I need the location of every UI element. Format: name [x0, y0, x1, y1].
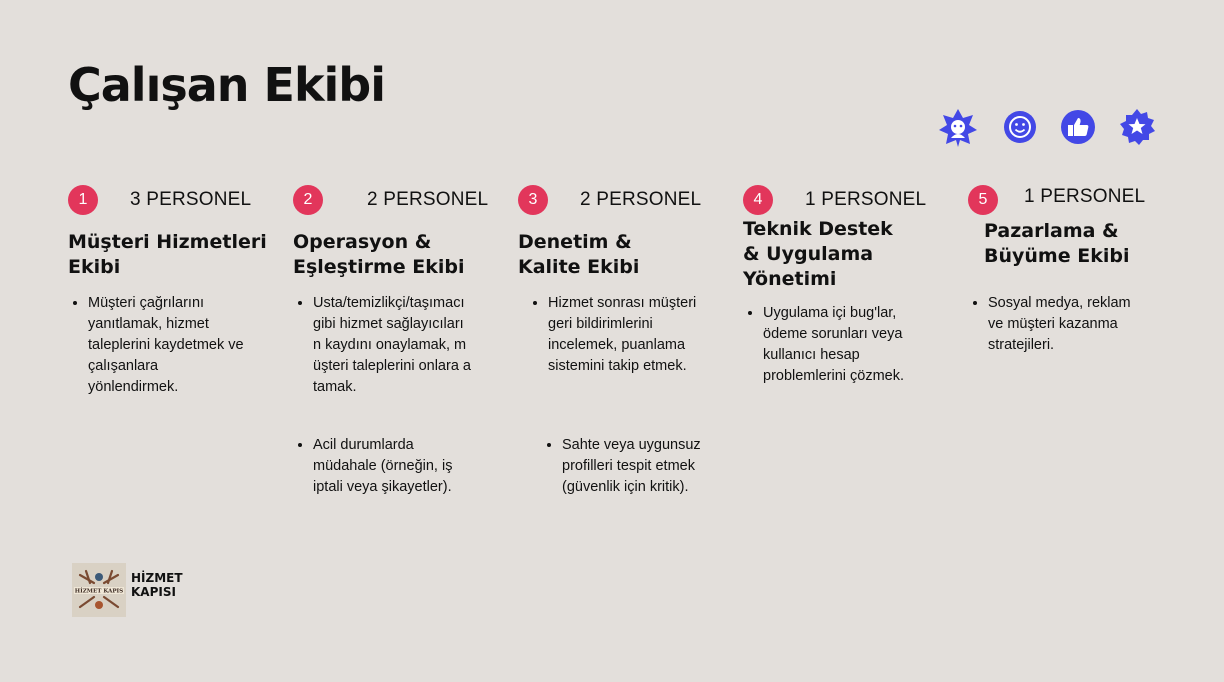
- team-staff-count: 3 PERSONEL: [130, 189, 252, 210]
- duty-item: • Usta/temizlikçi/taşımacı gibi hizmet sağlayıcıların kaydını onaylamak, müşteri taleplerini onlara atamak.: [313, 293, 471, 398]
- star-badge-icon: [1118, 108, 1156, 146]
- team-name: Pazarlama & Büyüme Ekibi: [984, 220, 1130, 267]
- thumbs-up-icon: [1059, 108, 1097, 146]
- team-number-badge: 3: [518, 185, 548, 215]
- page-title: Çalışan Ekibi: [68, 58, 385, 112]
- team-duties: [968, 293, 1148, 356]
- team-duties: [528, 293, 713, 377]
- logo-line-2: KAPISI: [131, 585, 176, 599]
- support-agent-badge-icon: [938, 108, 978, 148]
- team-name: Denetim & Kalite Ekibi: [518, 231, 640, 278]
- duty-item: • Uygulama içi bug'lar, ödeme sorunları veya kullanıcı hesap problemlerini çözmek.: [763, 303, 918, 387]
- team-duties-extra: [293, 435, 471, 498]
- duty-item: • Acil durumlarda müdahale (örneğin, iş iptali veya şikayetler).: [313, 435, 471, 498]
- company-logo: [72, 563, 126, 617]
- team-staff-count: 1 PERSONEL: [1024, 186, 1146, 207]
- team-staff-count: 2 PERSONEL: [367, 189, 489, 210]
- team-staff-count: 1 PERSONEL: [805, 189, 927, 210]
- team-duties-extra: [542, 435, 727, 498]
- team-duties: [293, 293, 471, 398]
- logo-emblem-text: HİZMET KAPIS: [74, 588, 124, 595]
- duty-item: • Müşteri çağrılarını yanıtlamak, hizmet taleplerini kaydetmek ve çalışanlara yönlendirmek.: [88, 293, 248, 398]
- smiley-face-icon: [1002, 108, 1038, 146]
- team-name: Müşteri Hizmetleri Ekibi: [68, 231, 267, 278]
- team-number-badge: 5: [968, 185, 998, 215]
- team-duties: [68, 293, 248, 398]
- team-number-badge: 4: [743, 185, 773, 215]
- team-name: Teknik Destek & Uygulama Yönetimi: [743, 218, 893, 290]
- duty-item: • Sosyal medya, reklam ve müşteri kazanma stratejileri.: [988, 293, 1148, 356]
- duty-item: • Hizmet sonrası müşteri geri bildirimlerini incelemek, puanlama sistemini takip etmek.: [548, 293, 713, 377]
- logo-text: [131, 571, 183, 599]
- duty-item: • Sahte veya uygunsuz profilleri tespit etmek (güvenlik için kritik).: [562, 435, 727, 498]
- header-icons: [938, 108, 1158, 148]
- team-name: Operasyon & Eşleştirme Ekibi: [293, 231, 465, 278]
- team-number-badge: 2: [293, 185, 323, 215]
- logo-line-1: HİZMET: [131, 571, 183, 585]
- team-duties: [743, 303, 918, 387]
- team-number-badge: 1: [68, 185, 98, 215]
- team-staff-count: 2 PERSONEL: [580, 189, 702, 210]
